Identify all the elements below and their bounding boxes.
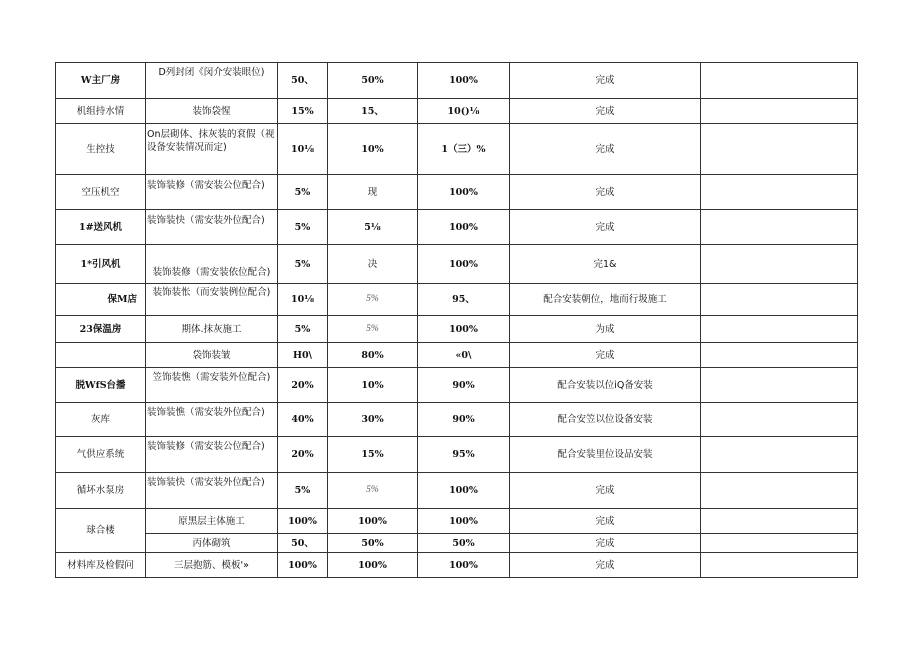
- building-name-cell: 保M店: [56, 284, 146, 316]
- plan-cell: 5%: [278, 245, 328, 284]
- status-cell: 配合安装以位iQ备安装: [510, 368, 701, 403]
- target-cell: 95%: [418, 437, 510, 473]
- target-cell: 100%: [418, 175, 510, 210]
- task-cell: 装饰装修（需安装公位配合): [146, 437, 278, 473]
- target-cell: 10()⅛: [418, 99, 510, 124]
- task-cell: [146, 124, 278, 175]
- building-name-cell: 循坏水泵房: [56, 473, 146, 509]
- table-row: [56, 343, 858, 368]
- task-cell: 装饰装怅（而安装例位配合): [146, 284, 278, 316]
- status-cell: 完成: [510, 210, 701, 245]
- building-name-cell: 脱WfS台播: [56, 368, 146, 403]
- actual-cell: 100%: [328, 553, 418, 578]
- building-name-cell: 1*引风机: [56, 245, 146, 284]
- note-cell: [701, 245, 858, 284]
- target-cell: 50%: [418, 534, 510, 553]
- note-cell: [701, 368, 858, 403]
- plan-cell: 50、: [278, 534, 328, 553]
- status-cell: 完成: [510, 509, 701, 534]
- table-row: [56, 175, 858, 210]
- plan-cell: 20%: [278, 437, 328, 473]
- status-cell: 配合安笠以位设备安装: [510, 403, 701, 437]
- plan-cell: 5%: [278, 175, 328, 210]
- plan-cell: 50、: [278, 63, 328, 99]
- task-cell: 装饰装快（需安装外位配合): [146, 473, 278, 509]
- actual-cell: 50%: [328, 63, 418, 99]
- note-cell: [701, 316, 858, 343]
- plan-cell: H0\: [278, 343, 328, 368]
- table-row: [56, 245, 858, 284]
- task-cell: 装饰装快（需安装外位配合): [146, 210, 278, 245]
- actual-cell: 30%: [328, 403, 418, 437]
- building-name-cell: 灰库: [56, 403, 146, 437]
- table-row: [56, 553, 858, 578]
- task-line-1: On层砌体、抹灰装的袞假（视: [147, 129, 275, 140]
- plan-cell: 5%: [278, 316, 328, 343]
- target-cell: 100%: [418, 509, 510, 534]
- actual-cell: 10%: [328, 368, 418, 403]
- table-row: [56, 284, 858, 316]
- task-cell: 笠饰装憔（需安装外位配合): [146, 368, 278, 403]
- building-name-cell: 气供应系统: [56, 437, 146, 473]
- target-cell: 100%: [418, 210, 510, 245]
- note-cell: [701, 403, 858, 437]
- actual-cell: 5%: [328, 473, 418, 509]
- building-name-cell: 材料库及检假问: [56, 553, 146, 578]
- target-cell: 100%: [418, 553, 510, 578]
- status-cell: 完成: [510, 343, 701, 368]
- table-row: [56, 509, 858, 534]
- note-cell: [701, 437, 858, 473]
- building-name-cell: W主厂房: [56, 63, 146, 99]
- note-cell: [701, 175, 858, 210]
- note-cell: [701, 284, 858, 316]
- table-row: [56, 473, 858, 509]
- target-cell: «0\: [418, 343, 510, 368]
- note-cell: [701, 343, 858, 368]
- building-name-cell: 机组持水情: [56, 99, 146, 124]
- table-row: [56, 403, 858, 437]
- task-cell: D列封闭《闵介安装眼位): [146, 63, 278, 99]
- status-cell: 完成: [510, 99, 701, 124]
- status-cell: 完成: [510, 175, 701, 210]
- note-cell: [701, 534, 858, 553]
- building-name-cell: [56, 343, 146, 368]
- plan-cell: 20%: [278, 368, 328, 403]
- plan-cell: 5%: [278, 473, 328, 509]
- status-cell: 完成: [510, 534, 701, 553]
- status-cell: 完成: [510, 473, 701, 509]
- table-row: [56, 534, 858, 553]
- plan-cell: 40%: [278, 403, 328, 437]
- note-cell: [701, 473, 858, 509]
- status-cell: 为成: [510, 316, 701, 343]
- actual-cell: 10%: [328, 124, 418, 175]
- plan-cell: 10⅛: [278, 284, 328, 316]
- actual-cell: 15、: [328, 99, 418, 124]
- actual-cell: 80%: [328, 343, 418, 368]
- task-cell: 三层抱筋、模板'»: [146, 553, 278, 578]
- plan-cell: 5%: [278, 210, 328, 245]
- status-cell: 配合安装里位设品安装: [510, 437, 701, 473]
- table-row: [56, 99, 858, 124]
- target-cell: 90%: [418, 368, 510, 403]
- progress-table: [55, 62, 858, 578]
- task-cell: 袋饰装皱: [146, 343, 278, 368]
- note-cell: [701, 553, 858, 578]
- building-name-cell: 空压机空: [56, 175, 146, 210]
- target-cell: 90%: [418, 403, 510, 437]
- target-cell: 95、: [418, 284, 510, 316]
- status-cell: 完1&: [510, 245, 701, 284]
- task-cell: 装饰装修（需安装依位配合): [146, 245, 278, 284]
- table-row: [56, 437, 858, 473]
- task-line-2: 设备安装情况而定): [147, 142, 227, 153]
- task-cell: 期体.抹灰施工: [146, 316, 278, 343]
- actual-cell: 100%: [328, 509, 418, 534]
- plan-cell: 10⅛: [278, 124, 328, 175]
- target-cell: 1（三）%: [418, 124, 510, 175]
- task-cell: 丙体砌筑: [146, 534, 278, 553]
- plan-cell: 100%: [278, 553, 328, 578]
- plan-cell: 15%: [278, 99, 328, 124]
- target-cell: 100%: [418, 63, 510, 99]
- note-cell: [701, 124, 858, 175]
- building-name-cell: 球合楼: [56, 509, 146, 553]
- table-row: [56, 63, 858, 99]
- actual-cell: 5%: [328, 284, 418, 316]
- task-cell: 装饰装憔（需安装外位配合): [146, 403, 278, 437]
- actual-cell: 现: [328, 175, 418, 210]
- building-name-cell: 1#送风机: [56, 210, 146, 245]
- table-row: [56, 368, 858, 403]
- target-cell: 100%: [418, 473, 510, 509]
- note-cell: [701, 99, 858, 124]
- task-cell: 原黑层主体施工: [146, 509, 278, 534]
- plan-cell: 100%: [278, 509, 328, 534]
- actual-cell: 5%: [328, 316, 418, 343]
- actual-cell: 5⅛: [328, 210, 418, 245]
- status-cell: 完成: [510, 124, 701, 175]
- status-cell: 完成: [510, 553, 701, 578]
- note-cell: [701, 509, 858, 534]
- note-cell: [701, 210, 858, 245]
- target-cell: 100%: [418, 245, 510, 284]
- status-cell: 配合安装朝位，地而行圾施工: [510, 284, 701, 316]
- note-cell: [701, 63, 858, 99]
- table-row: [56, 124, 858, 175]
- building-name-cell: 生控技: [56, 124, 146, 175]
- table-row: [56, 316, 858, 343]
- actual-cell: 决: [328, 245, 418, 284]
- actual-cell: 50%: [328, 534, 418, 553]
- status-cell: 完成: [510, 63, 701, 99]
- building-name-cell: 23保温房: [56, 316, 146, 343]
- actual-cell: 15%: [328, 437, 418, 473]
- table-row: [56, 210, 858, 245]
- task-cell: 装饰袋惺: [146, 99, 278, 124]
- target-cell: 100%: [418, 316, 510, 343]
- task-cell: 装饰装修（需安装公位配合): [146, 175, 278, 210]
